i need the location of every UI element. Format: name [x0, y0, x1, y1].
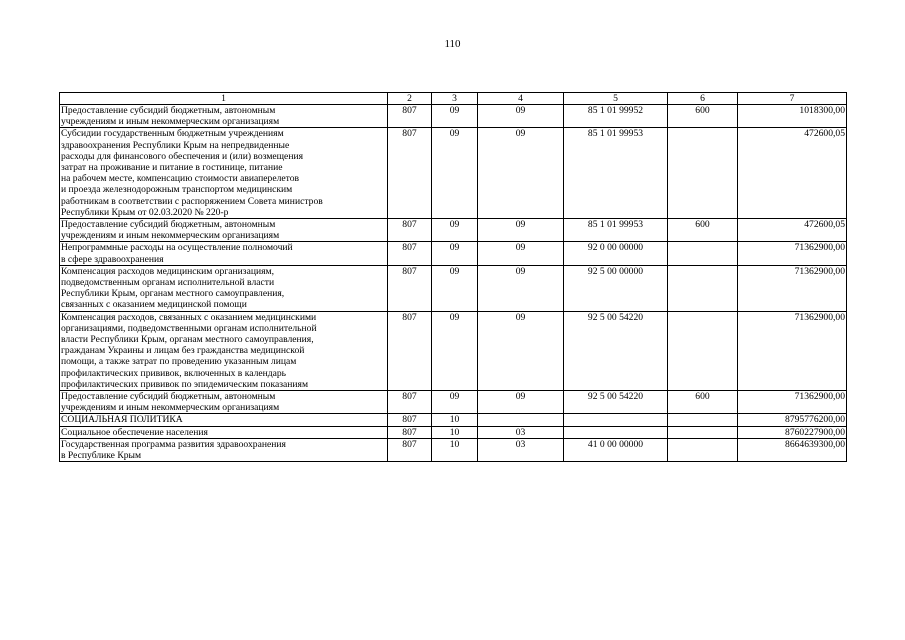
row-pr: 03 [478, 426, 564, 438]
row-sum: 71362900,00 [738, 391, 847, 414]
row-pr: 09 [478, 105, 564, 128]
row-csr [564, 414, 668, 426]
row-name: Предоставление субсидий бюджетным, автономным учреждениям и иным некоммерческим организациям [60, 391, 388, 414]
table-row [60, 414, 847, 426]
row-sum: 71362900,00 [738, 242, 847, 265]
row-name: Государственная программа развития здравоохранения в Республике Крым [60, 438, 388, 461]
row-grbs: 807 [388, 219, 432, 242]
row-pr: 09 [478, 242, 564, 265]
row-vr: 600 [668, 219, 738, 242]
header-col-1: 1 [60, 93, 388, 105]
page-number: 110 [444, 38, 461, 50]
row-sum: 1018300,00 [738, 105, 847, 128]
row-name: СОЦИАЛЬНАЯ ПОЛИТИКА [60, 414, 388, 426]
row-grbs: 807 [388, 414, 432, 426]
table-row [60, 242, 847, 265]
row-vr [668, 128, 738, 219]
row-csr: 92 5 00 54220 [564, 391, 668, 414]
row-name: Компенсация расходов, связанных с оказанием медицинскими организациями, подведомственными органам исполнительной власти Республики Крым, органам местного самоуправления, гражданам Украины и лицам без гражданства медицинской помощи, а также затрат по проведению указанным лицам профилактических прививок, включенных в календарь профилактических прививок по эпидемическим показаниям [60, 311, 388, 390]
row-rz: 09 [432, 128, 478, 219]
header-col-6: 6 [668, 93, 738, 105]
row-vr [668, 426, 738, 438]
row-sum: 472600,05 [738, 128, 847, 219]
row-rz: 09 [432, 105, 478, 128]
row-vr: 600 [668, 391, 738, 414]
row-csr: 41 0 00 00000 [564, 438, 668, 461]
header-col-2: 2 [388, 93, 432, 105]
row-csr: 85 1 01 99953 [564, 128, 668, 219]
table-row [60, 391, 847, 414]
row-grbs: 807 [388, 265, 432, 311]
row-csr: 92 5 00 54220 [564, 311, 668, 390]
row-rz: 09 [432, 311, 478, 390]
row-rz: 10 [432, 426, 478, 438]
row-pr [478, 414, 564, 426]
row-rz: 09 [432, 219, 478, 242]
row-grbs: 807 [388, 426, 432, 438]
row-pr: 09 [478, 265, 564, 311]
row-rz: 09 [432, 391, 478, 414]
row-sum: 472600,05 [738, 219, 847, 242]
row-vr [668, 311, 738, 390]
row-pr: 09 [478, 391, 564, 414]
row-pr: 09 [478, 128, 564, 219]
row-pr: 03 [478, 438, 564, 461]
row-vr [668, 438, 738, 461]
row-pr: 09 [478, 219, 564, 242]
table-row [60, 438, 847, 461]
row-vr [668, 242, 738, 265]
budget-table [59, 92, 847, 462]
row-name: Социальное обеспечение населения [60, 426, 388, 438]
header-row [60, 93, 847, 105]
row-sum: 8760227900,00 [738, 426, 847, 438]
row-grbs: 807 [388, 438, 432, 461]
row-vr [668, 265, 738, 311]
header-col-7: 7 [738, 93, 847, 105]
row-name: Компенсация расходов медицинским организациям, подведомственным органам исполнительной власти Республики Крым, органам местного самоуправления, связанных с оказанием медицинской помощи [60, 265, 388, 311]
row-csr: 92 5 00 00000 [564, 265, 668, 311]
row-csr [564, 426, 668, 438]
header-col-5: 5 [564, 93, 668, 105]
row-sum: 71362900,00 [738, 265, 847, 311]
row-vr [668, 414, 738, 426]
row-grbs: 807 [388, 391, 432, 414]
row-rz: 09 [432, 242, 478, 265]
row-csr: 85 1 01 99953 [564, 219, 668, 242]
row-pr: 09 [478, 311, 564, 390]
table-row [60, 128, 847, 219]
table-row [60, 311, 847, 390]
table-row [60, 426, 847, 438]
row-name: Предоставление субсидий бюджетным, автономным учреждениям и иным некоммерческим организациям [60, 219, 388, 242]
header-col-3: 3 [432, 93, 478, 105]
table-row [60, 265, 847, 311]
row-sum: 71362900,00 [738, 311, 847, 390]
header-col-4: 4 [478, 93, 564, 105]
row-name: Непрограммные расходы на осуществление полномочий в сфере здравоохранения [60, 242, 388, 265]
row-sum: 8664639300,00 [738, 438, 847, 461]
row-name: Предоставление субсидий бюджетным, автономным учреждениям и иным некоммерческим организациям [60, 105, 388, 128]
table-row [60, 105, 847, 128]
table-row [60, 219, 847, 242]
row-name: Субсидии государственным бюджетным учреждениям здравоохранения Республики Крым на непредвиденные расходы для финансового обеспечения и (или) возмещения затрат на проживание и питание в гостинице, питание на рабочем месте, компенсацию стоимости авиаперелетов и проезда железнодорожным транспортом медицинским работникам в соответствии с распоряжением Совета министров Республики Крым от 02.03.2020 № 220-р [60, 128, 388, 219]
row-csr: 85 1 01 99952 [564, 105, 668, 128]
row-sum: 8795776200,00 [738, 414, 847, 426]
row-grbs: 807 [388, 311, 432, 390]
row-rz: 10 [432, 438, 478, 461]
row-grbs: 807 [388, 128, 432, 219]
row-rz: 09 [432, 265, 478, 311]
row-rz: 10 [432, 414, 478, 426]
row-csr: 92 0 00 00000 [564, 242, 668, 265]
row-grbs: 807 [388, 105, 432, 128]
row-vr: 600 [668, 105, 738, 128]
row-grbs: 807 [388, 242, 432, 265]
